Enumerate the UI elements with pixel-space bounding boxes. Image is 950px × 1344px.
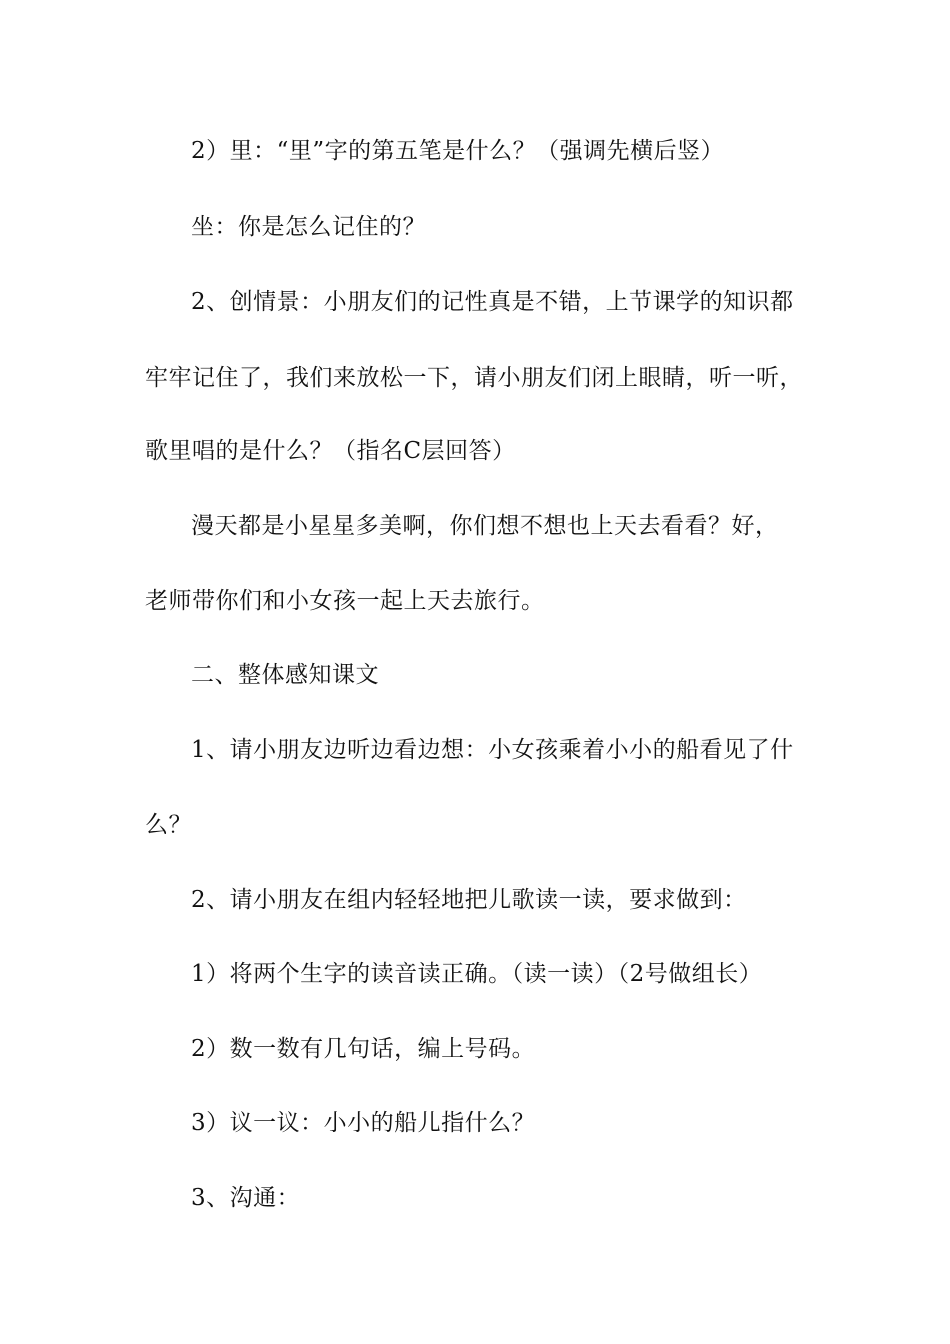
text-line-5: 歌里唱的是什么？（指名C层回答） <box>145 438 516 464</box>
text-line-12: 1）将两个生字的读音读正确。（读一读）（2号做组长） <box>191 961 763 987</box>
text-line-14: 3）议一议：小小的船儿指什么？ <box>191 1110 536 1136</box>
text-line-7: 老师带你们和小女孩一起上天去旅行。 <box>145 588 545 614</box>
text-line-3: 2、创情景：小朋友们的记性真是不错，上节课学的知识都 <box>191 289 794 315</box>
text-line-13: 2）数一数有几句话，编上号码。 <box>191 1036 536 1062</box>
text-line-10: 么？ <box>145 812 192 838</box>
text-line-9: 1、请小朋友边听边看边想：小女孩乘着小小的船看见了什 <box>191 737 794 763</box>
text-line-11: 2、请小朋友在组内轻轻地把儿歌读一读，要求做到： <box>191 887 747 913</box>
text-line-4: 牢牢记住了，我们来放松一下，请小朋友们闭上眼睛，听一听， <box>145 365 803 391</box>
text-line-6: 漫天都是小星星多美啊，你们想不想也上天去看看？好， <box>191 513 779 539</box>
text-line-2: 坐：你是怎么记住的？ <box>191 214 426 240</box>
section-heading: 二、整体感知课文 <box>191 662 379 688</box>
text-line-1: 2）里：“里”字的第五笔是什么？（强调先横后竖） <box>191 138 725 164</box>
text-line-15: 3、沟通： <box>191 1185 301 1211</box>
